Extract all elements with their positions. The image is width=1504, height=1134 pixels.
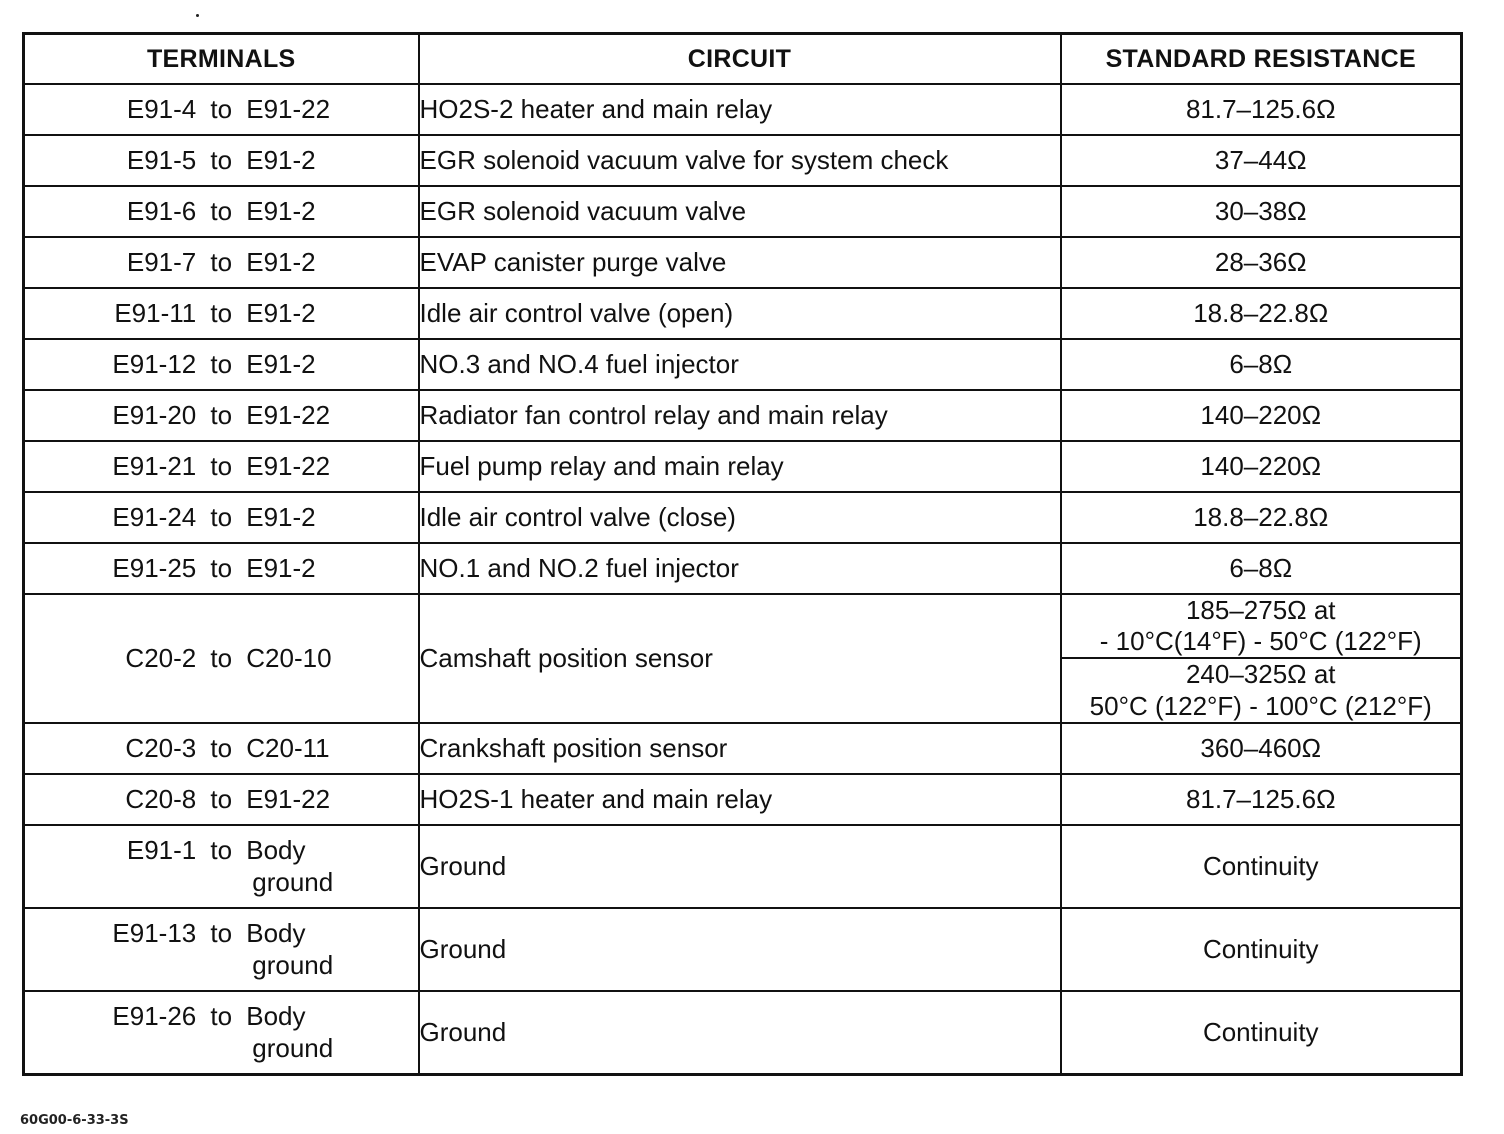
- resistance-cell: 360–460Ω: [1061, 723, 1462, 774]
- header-standard-resistance: STANDARD RESISTANCE: [1061, 34, 1462, 85]
- temperature-range: - 10°C(14°F) - 50°C (122°F): [1099, 626, 1422, 657]
- resistance-cell: 6–8Ω: [1061, 339, 1462, 390]
- resistance-cell: Continuity: [1061, 991, 1462, 1075]
- table-row: [24, 84, 1462, 135]
- resistance-cell: 30–38Ω: [1061, 186, 1462, 237]
- terminals-cell: E91-7 to E91-2: [24, 237, 419, 288]
- figure-code: 60G00-6-33-3S: [20, 1113, 129, 1128]
- table-row-ground: [24, 825, 1462, 908]
- circuit-cell: Radiator fan control relay and main relay: [419, 390, 1061, 441]
- table-row: [24, 339, 1462, 390]
- table-header-row: [24, 34, 1462, 85]
- resistance-value: 240–325Ω at: [1185, 659, 1336, 690]
- circuit-cell: Ground: [419, 825, 1061, 908]
- table-row-ground: [24, 991, 1462, 1075]
- table-row: [24, 723, 1462, 774]
- circuit-cell: EGR solenoid vacuum valve: [419, 186, 1061, 237]
- terminals-cell: E91-20 to E91-22: [24, 390, 419, 441]
- table-row: [24, 441, 1462, 492]
- circuit-cell: Ground: [419, 991, 1061, 1075]
- table-row: [24, 288, 1462, 339]
- table-row-camshaft: [24, 594, 1462, 658]
- table-row: [24, 135, 1462, 186]
- table-row: [24, 186, 1462, 237]
- circuit-cell: Idle air control valve (close): [419, 492, 1061, 543]
- terminals-cell: E91-1 to Body ground: [24, 825, 419, 908]
- terminals-cell: E91-26 to Body ground: [24, 991, 419, 1075]
- terminals-cell: C20-2 to C20-10: [24, 594, 419, 723]
- terminals-cell: E91-6 to E91-2: [24, 186, 419, 237]
- circuit-cell: Idle air control valve (open): [419, 288, 1061, 339]
- circuit-cell: NO.1 and NO.2 fuel injector: [419, 543, 1061, 594]
- terminals-cell: E91-11 to E91-2: [24, 288, 419, 339]
- header-circuit: CIRCUIT: [419, 34, 1061, 85]
- resistance-cell: 28–36Ω: [1061, 237, 1462, 288]
- terminals-cell: E91-12 to E91-2: [24, 339, 419, 390]
- terminals-cell: E91-4 to E91-22: [24, 84, 419, 135]
- resistance-cell: 18.8–22.8Ω: [1061, 492, 1462, 543]
- table-row-ground: [24, 908, 1462, 991]
- table-row: [24, 543, 1462, 594]
- table-row: [24, 774, 1462, 825]
- scan-speck: [196, 14, 199, 17]
- resistance-cell-hot: [1061, 658, 1462, 722]
- resistance-cell: Continuity: [1061, 908, 1462, 991]
- resistance-cell-cold: [1061, 594, 1462, 658]
- circuit-cell: Crankshaft position sensor: [419, 723, 1061, 774]
- temperature-range: 50°C (122°F) - 100°C (212°F): [1089, 690, 1432, 721]
- header-terminals: TERMINALS: [24, 34, 419, 85]
- table-row: [24, 390, 1462, 441]
- circuit-cell: Ground: [419, 908, 1061, 991]
- circuit-cell: EVAP canister purge valve: [419, 237, 1061, 288]
- resistance-cell: 6–8Ω: [1061, 543, 1462, 594]
- terminals-cell: C20-3 to C20-11: [24, 723, 419, 774]
- table-row: [24, 237, 1462, 288]
- terminals-cell: E91-5 to E91-2: [24, 135, 419, 186]
- resistance-cell: 37–44Ω: [1061, 135, 1462, 186]
- circuit-cell: Camshaft position sensor: [419, 594, 1061, 723]
- terminals-cell: E91-24 to E91-2: [24, 492, 419, 543]
- resistance-spec-table: [22, 32, 1463, 1076]
- resistance-cell: 140–220Ω: [1061, 441, 1462, 492]
- terminals-cell: C20-8 to E91-22: [24, 774, 419, 825]
- resistance-cell: 140–220Ω: [1061, 390, 1462, 441]
- terminals-cell: E91-25 to E91-2: [24, 543, 419, 594]
- resistance-cell: 81.7–125.6Ω: [1061, 84, 1462, 135]
- resistance-value: 185–275Ω at: [1185, 595, 1336, 625]
- resistance-cell: 81.7–125.6Ω: [1061, 774, 1462, 825]
- table-row: [24, 492, 1462, 543]
- circuit-cell: Fuel pump relay and main relay: [419, 441, 1061, 492]
- resistance-cell: Continuity: [1061, 825, 1462, 908]
- terminals-cell: E91-21 to E91-22: [24, 441, 419, 492]
- circuit-cell: NO.3 and NO.4 fuel injector: [419, 339, 1061, 390]
- terminals-cell: E91-13 to Body ground: [24, 908, 419, 991]
- circuit-cell: HO2S-1 heater and main relay: [419, 774, 1061, 825]
- circuit-cell: HO2S-2 heater and main relay: [419, 84, 1061, 135]
- circuit-cell: EGR solenoid vacuum valve for system check: [419, 135, 1061, 186]
- resistance-cell: 18.8–22.8Ω: [1061, 288, 1462, 339]
